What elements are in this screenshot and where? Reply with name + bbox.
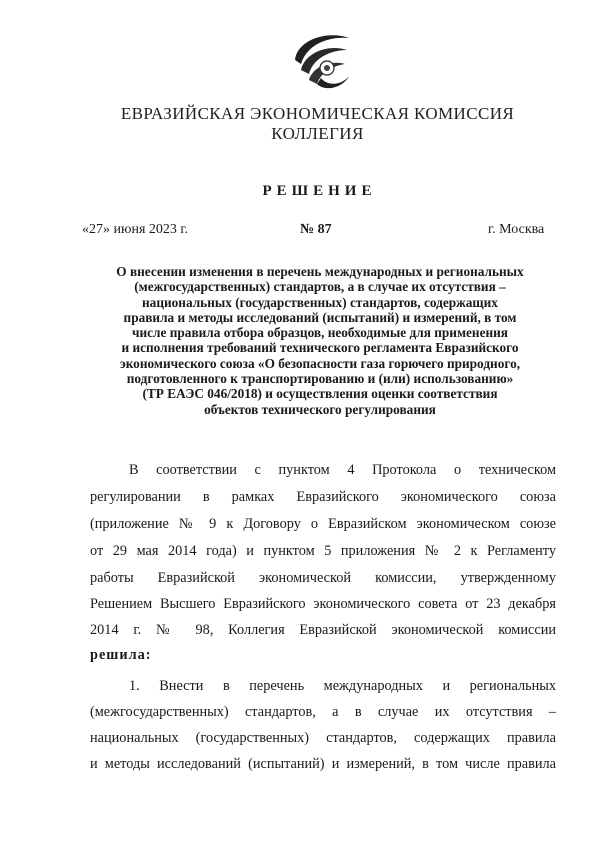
body-line: от 29 мая 2014 года) и пунктом 5 приложения № 2 к Регламенту [90,543,556,559]
organization-name: ЕВРАЗИЙСКАЯ ЭКОНОМИЧЕСКАЯ КОМИССИЯ [120,104,515,123]
item-line: 1. Внести в перечень международных и региональных [129,678,556,694]
subject-line: экономического союза «О безопасности газа горючего природного, [119,355,521,371]
subject-line: числе правила отбора образцов, необходимые для применения [132,325,508,341]
subject-line: подготовленного к транспортированию и (или) использованию» [126,371,514,387]
body-line: В соответствии с пунктом 4 Протокола о техническом [129,462,556,478]
item-line: и методы исследований (испытаний) и измерений, в том числе правила [90,756,556,772]
item-line: национальных (государственных) стандартов, содержащих правила [90,730,556,746]
body-line: работы Евразийской экономической комиссии, утвержденному [90,570,556,586]
item-line: (межгосударственных) стандартов, а в случае их отсутствия – [90,704,556,720]
subject-line: национальных (государственных) стандартов, содержащих [142,294,498,310]
body-line: (приложение № 9 к Договору о Евразийском экономическом союзе [90,516,556,532]
decided-keyword: решила: [90,647,152,663]
document-date: «27» июня 2023 г. [82,222,189,237]
subject-line: О внесении изменения в перечень международных и региональных [116,264,524,279]
document-city: г. Москва [488,222,545,237]
subject-line: (ТР ЕАЭС 046/2018) и осуществления оценки соответствия [142,386,498,402]
body-line: регулировании в рамках Евразийского экономического союза [90,489,556,505]
body-line: 2014 г. № 98, Коллегия Евразийской экономической комиссии [90,622,556,638]
document-subject [70,264,570,417]
document-number: № 87 [300,222,332,237]
subject-line: и исполнения требований технического регламента Евразийского [121,340,519,356]
eaeu-emblem-icon [287,30,357,92]
subject-line: (межгосударственных) стандартов, а в случае их отсутствия – [134,279,506,295]
organization-body: КОЛЛЕГИЯ [271,124,364,143]
document-title: РЕШЕНИЕ [262,183,377,199]
subject-line: объектов технического регулирования [204,401,436,417]
body-line: Решением Высшего Евразийского экономического совета от 23 декабря [90,596,556,612]
subject-line: правила и методы исследований (испытаний) и измерений, в том [123,309,517,325]
